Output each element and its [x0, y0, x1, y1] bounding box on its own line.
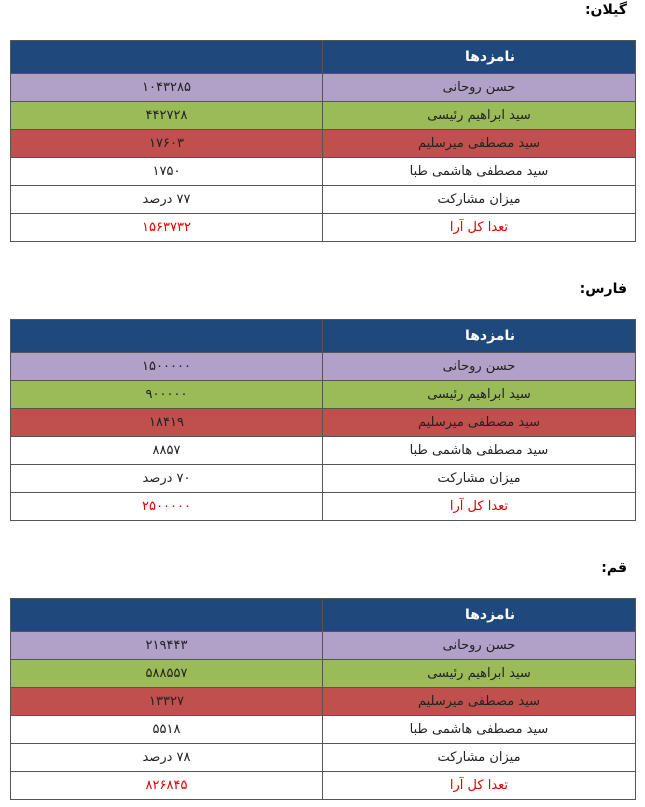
section-heading: قم:	[601, 560, 627, 576]
vote-count: ۵۸۸۵۵۷	[11, 660, 323, 688]
candidate-name: سید مصطفی میرسلیم	[323, 409, 636, 437]
candidate-name: سید ابراهیم رئیسی	[323, 102, 636, 130]
vote-count: ۵۵۱۸	[11, 716, 323, 744]
vote-count: ۱۷۶۰۳	[11, 130, 323, 158]
candidate-name: سید مصطفی هاشمی طبا	[323, 158, 636, 186]
vote-count: ۲۱۹۴۴۳	[11, 632, 323, 660]
candidate-name: سید مصطفی میرسلیم	[323, 688, 636, 716]
table-row	[11, 465, 636, 493]
table-row	[11, 437, 636, 465]
table-row	[11, 214, 636, 242]
turnout-value: ۷۷ درصد	[11, 186, 323, 214]
table-row	[11, 353, 636, 381]
results-table	[10, 40, 636, 242]
table-row	[11, 493, 636, 521]
vote-count: ۱۸۴۱۹	[11, 409, 323, 437]
total-votes-value: ۸۲۶۸۴۵	[11, 772, 323, 800]
turnout-label: میزان مشارکت	[323, 186, 636, 214]
candidate-name: سید ابراهیم رئیسی	[323, 381, 636, 409]
table-row	[11, 688, 636, 716]
header-blank	[11, 320, 323, 353]
vote-count: ۹۰۰۰۰۰	[11, 381, 323, 409]
table-row	[11, 74, 636, 102]
header-candidates: نامزدها	[323, 320, 636, 353]
candidate-name: حسن روحانی	[323, 74, 636, 102]
section-heading: گیلان:	[584, 2, 627, 18]
candidate-name: سید مصطفی هاشمی طبا	[323, 716, 636, 744]
total-votes-value: ۲۵۰۰۰۰۰	[11, 493, 323, 521]
table-row	[11, 130, 636, 158]
table-row	[11, 102, 636, 130]
total-votes-label: تعدا کل آرا	[323, 772, 636, 800]
candidate-name: سید مصطفی میرسلیم	[323, 130, 636, 158]
header-candidates: نامزدها	[323, 599, 636, 632]
vote-count: ۱۳۳۲۷	[11, 688, 323, 716]
candidate-name: حسن روحانی	[323, 632, 636, 660]
header-blank	[11, 41, 323, 74]
table-row	[11, 381, 636, 409]
results-table	[10, 319, 636, 521]
header-candidates: نامزدها	[323, 41, 636, 74]
total-votes-value: ۱۵۶۳۷۳۲	[11, 214, 323, 242]
turnout-value: ۷۰ درصد	[11, 465, 323, 493]
vote-count: ۴۴۲۷۲۸	[11, 102, 323, 130]
candidate-name: حسن روحانی	[323, 353, 636, 381]
vote-count: ۱۵۰۰۰۰۰	[11, 353, 323, 381]
table-row	[11, 158, 636, 186]
candidate-name: سید ابراهیم رئیسی	[323, 660, 636, 688]
results-table	[10, 598, 636, 800]
candidate-name: سید مصطفی هاشمی طبا	[323, 437, 636, 465]
turnout-label: میزان مشارکت	[323, 744, 636, 772]
table-row	[11, 632, 636, 660]
table-row	[11, 409, 636, 437]
table-row	[11, 716, 636, 744]
table-row	[11, 186, 636, 214]
table-row	[11, 660, 636, 688]
header-blank	[11, 599, 323, 632]
turnout-label: میزان مشارکت	[323, 465, 636, 493]
vote-count: ۱۷۵۰	[11, 158, 323, 186]
total-votes-label: تعدا کل آرا	[323, 214, 636, 242]
table-row	[11, 772, 636, 800]
section-heading: فارس:	[579, 281, 627, 297]
turnout-value: ۷۸ درصد	[11, 744, 323, 772]
vote-count: ۸۸۵۷	[11, 437, 323, 465]
vote-count: ۱۰۴۳۲۸۵	[11, 74, 323, 102]
total-votes-label: تعدا کل آرا	[323, 493, 636, 521]
table-row	[11, 744, 636, 772]
